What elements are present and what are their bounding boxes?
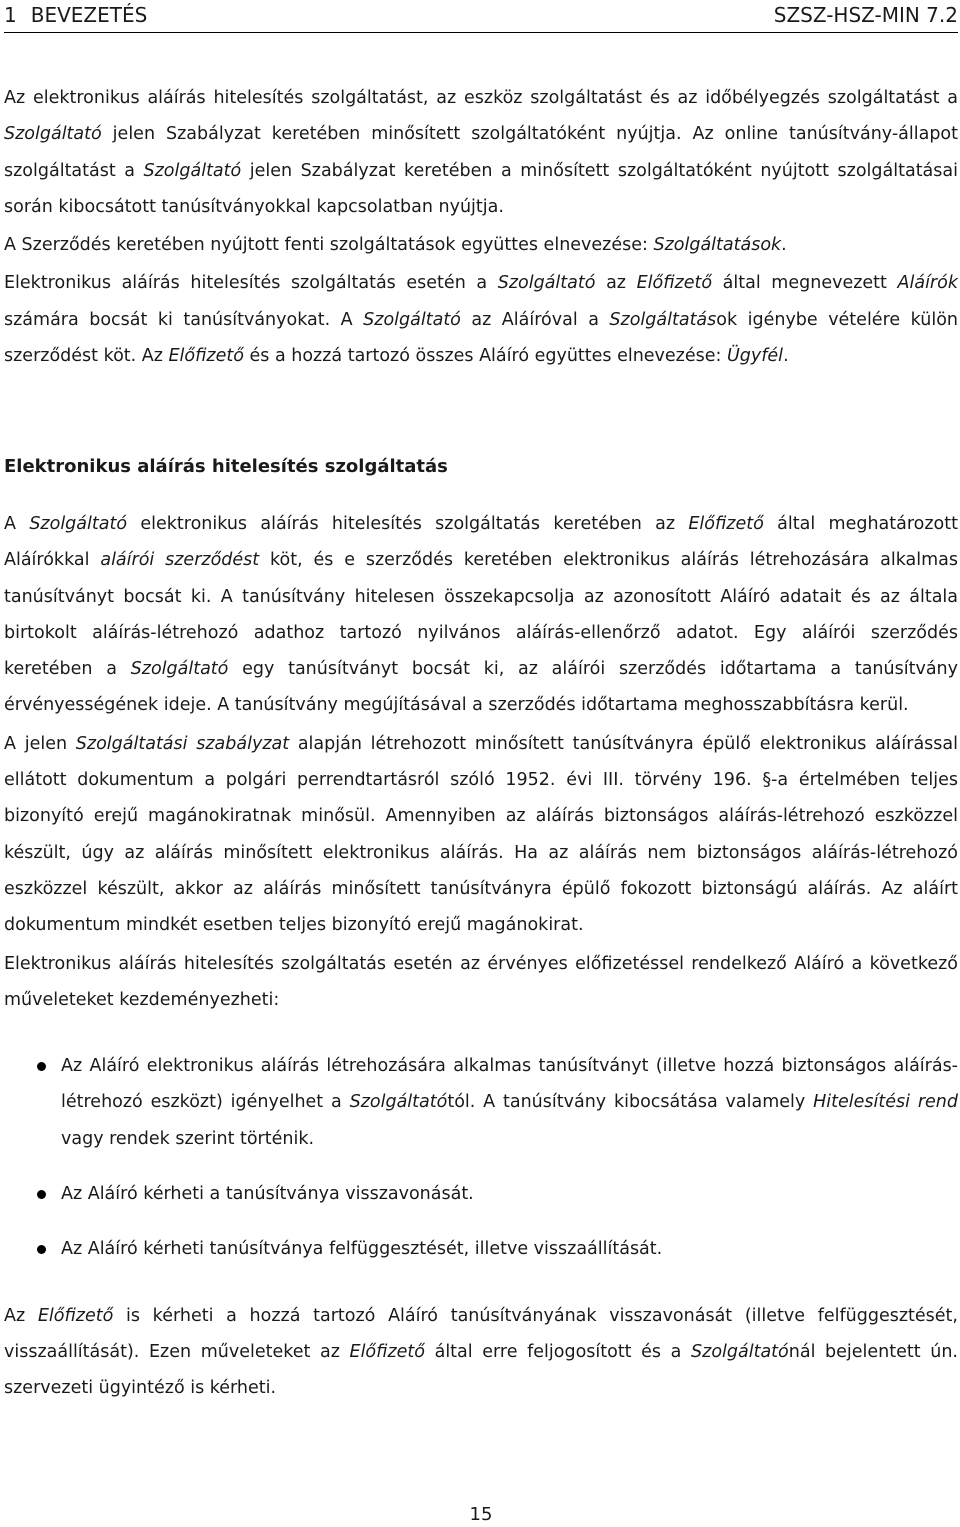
intro-paragraph xyxy=(4,265,958,374)
section-paragraph xyxy=(4,726,958,944)
section-paragraph xyxy=(4,506,958,724)
header-section-title: BEVEZETÉS xyxy=(30,3,148,27)
text-run: elektronikus aláírás hitelesítés szolgáltatás keretében az xyxy=(127,514,689,534)
term-elofizeto: Előfizető xyxy=(349,1341,425,1362)
text-run: által megnevezett xyxy=(712,273,898,294)
text-run: Az Aláíró kérheti a tanúsítványa visszavonását. xyxy=(61,1184,474,1205)
text-run: köt, és e szerződés keretében elektronikus aláírás létrehozására alkalmas tanúsítványt bocsát ki. A tanúsítvány hitelesen összekapcsolja az azonosított Aláíró adatait és az általa birtokolt aláírás-létrehozó adathoz tartozó nyilvános aláírás-ellenőrző adatot. Egy aláírói szerződés keretében a xyxy=(4,550,959,680)
term-szolgaltato: Szolgáltató xyxy=(349,1092,448,1113)
term-szolgaltato: Szolgáltató xyxy=(29,514,128,534)
bullet-icon xyxy=(37,1190,46,1199)
text-run: A Szerződés keretében nyújtott fenti szolgáltatások együttes elnevezése: xyxy=(4,235,654,256)
section-body xyxy=(4,506,958,1407)
text-run: az xyxy=(595,273,637,294)
page-number: 15 xyxy=(469,1504,493,1525)
term-elofizeto: Előfizető xyxy=(168,346,244,367)
term-hitelesitesi-rend: Hitelesítési rend xyxy=(813,1092,958,1113)
text-run: nál bejelentett ún. szervezeti ügyintéző is kérheti. xyxy=(4,1341,958,1399)
text-run: . xyxy=(783,346,789,367)
section-paragraph xyxy=(4,1298,958,1407)
term-szolgaltato: Szolgáltató xyxy=(143,160,242,181)
intro-paragraph xyxy=(4,80,958,225)
list-item xyxy=(4,1048,958,1157)
running-header xyxy=(4,0,958,33)
term-alairok: Aláírók xyxy=(897,273,958,294)
text-run: Az elektronikus aláírás hitelesítés szolgáltatást, az eszköz szolgáltatást és az időbélyegzés szolgáltatást a xyxy=(4,88,958,108)
text-run: tól. A tanúsítvány kibocsátása valamely xyxy=(447,1092,814,1113)
text-run: A jelen xyxy=(4,733,76,754)
text-run: jelen Szabályzat keretében minősített szolgáltatóként nyújtja. Az online tanúsítvány-állapot szolgáltatást a xyxy=(4,124,958,181)
term-szolgaltato: Szolgáltató xyxy=(691,1341,789,1362)
text-run: alapján létrehozott minősített tanúsítványra épülő elektronikus aláírással ellátott dokumentum a polgári perrendtartásról szóló 1952. évi III. törvény 196. §-a értelmében teljes bizonyító erejű magánokiratnak minősül. Amennyiben az aláírás biztonságos aláírás-létrehozó eszközzel készült, úgy az aláírás minősített elektronikus aláírás. Ha az aláírás nem biztonságos aláírás-létrehozó eszközzel készült, akkor az aláírás minősített tanúsítványra épülő fokozott biztonságú aláírás. Az aláírt dokumentum mindkét esetben teljes bizonyító erejű magánokirat. xyxy=(4,733,958,936)
text-run: is kérheti a hozzá tartozó Aláíró tanúsítványának visszavonását (illetve felfüggesztését, visszaállítását). Ezen műveleteket az xyxy=(4,1305,958,1362)
section-paragraph: Elektronikus aláírás hitelesítés szolgáltatás esetén az érvényes előfizetéssel rendelkező Aláíró a következő műveleteket kezdeményezheti: xyxy=(4,953,958,1010)
text-run: . xyxy=(781,235,787,256)
text-run: A xyxy=(4,514,30,534)
term-szolgaltato: Szolgáltató xyxy=(130,659,229,680)
term-szolgaltatasi-szabalyzat: Szolgáltatási szabályzat xyxy=(75,733,290,754)
term-elofizeto: Előfizető xyxy=(37,1305,114,1326)
term-szolgaltato: Szolgáltató xyxy=(497,273,596,294)
term-szolgaltatasok: Szolgáltatások xyxy=(653,235,782,256)
bullet-icon xyxy=(37,1062,46,1071)
header-section xyxy=(4,0,147,30)
text-run: egy tanúsítványt bocsát ki, az aláírói szerződés időtartama a tanúsítvány érvényességének ideje. A tanúsítvány megújításával a szerződés időtartama meghosszabbításra kerül. xyxy=(4,659,958,716)
text-run: vagy rendek szerint történik. xyxy=(61,1128,315,1149)
header-document-id: SZSZ-HSZ-MIN 7.2 xyxy=(773,3,958,27)
text-run: és a hozzá tartozó összes Aláíró együttes elnevezése: xyxy=(243,346,727,367)
text-run: Elektronikus aláírás hitelesítés szolgáltatás esetén a xyxy=(4,273,498,294)
text-run: az Aláíróval a xyxy=(460,309,610,330)
intro-paragraph xyxy=(4,227,958,263)
list-item xyxy=(4,1176,958,1212)
term-elofizeto: Előfizető xyxy=(636,273,713,294)
list-item xyxy=(4,1231,958,1267)
text-run: Az Aláíró kérheti tanúsítványa felfüggesztését, illetve visszaállítását. xyxy=(61,1239,663,1260)
header-section-number: 1 xyxy=(4,3,17,27)
text-run: Az xyxy=(4,1305,38,1326)
intro-text xyxy=(4,80,958,374)
term-elofizeto: Előfizető xyxy=(688,514,764,534)
text-run: jelen Szabályzat keretében a minősített szolgáltatóként nyújtott szolgáltatásai során kibocsátott tanúsítványokkal kapcsolatban nyújtja. xyxy=(4,160,958,217)
term-szolgaltato: Szolgáltató xyxy=(363,309,461,330)
term-alairoi-szerzodes: aláírói szerződést xyxy=(100,550,260,571)
text-run: által erre feljogosított és a xyxy=(424,1341,692,1362)
term-szolgaltato: Szolgáltató xyxy=(4,124,102,145)
section-heading: Elektronikus aláírás hitelesítés szolgáltatás xyxy=(4,456,448,477)
text-run: ok igénybe vételére külön szerződést köt. Az xyxy=(4,309,958,367)
term-ugyfel: Ügyfél xyxy=(726,346,784,367)
text-run: által meghatározott Aláírókkal xyxy=(4,514,958,571)
bullet-icon xyxy=(37,1245,46,1254)
term-szolgaltatas: Szolgáltatás xyxy=(609,309,717,330)
text-run: számára bocsát ki tanúsítványokat. A xyxy=(4,309,364,330)
operations-list xyxy=(4,1048,958,1267)
text-run: Az Aláíró elektronikus aláírás létrehozására alkalmas tanúsítványt (illetve hozzá biztonságos aláírás-létrehozó eszközt) igényelhet a xyxy=(61,1056,958,1113)
